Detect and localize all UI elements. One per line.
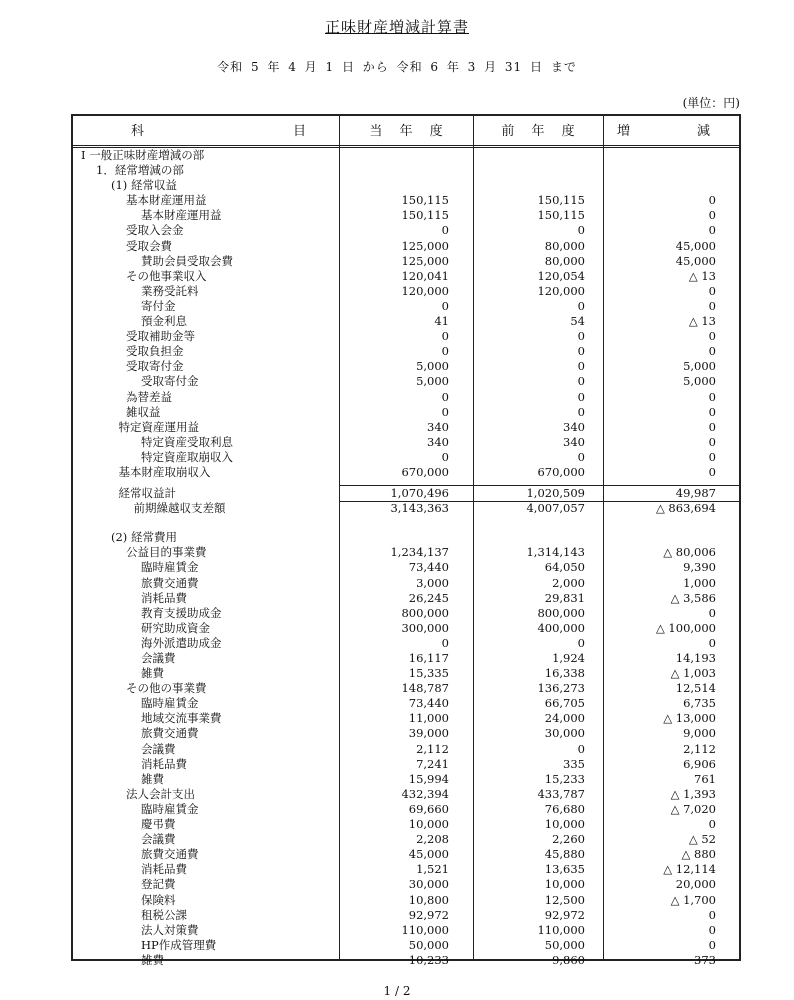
change-value: △ 13 (688, 314, 716, 329)
current-value: 125,000 (401, 238, 449, 253)
table-row (73, 651, 739, 666)
change-value: 0 (708, 389, 716, 404)
previous-value: 10,000 (544, 817, 585, 832)
row-label: 研究助成資金 (141, 620, 210, 635)
current-value: 2,112 (416, 741, 449, 756)
row-label: 業務受託料 (141, 283, 199, 298)
table-row (73, 223, 739, 238)
current-value: 45,000 (408, 847, 449, 862)
previous-value: 13,635 (544, 862, 585, 877)
change-value: 14,193 (675, 651, 716, 665)
previous-value: 80,000 (544, 253, 585, 268)
table-row (73, 847, 739, 862)
current-value: 0 (441, 404, 449, 419)
row-label: 臨時雇賃金 (141, 560, 199, 575)
change-value: 761 (694, 771, 716, 786)
row-label: 受取寄付金 (141, 374, 199, 389)
table-row (73, 435, 739, 450)
row-label: その他事業収入 (126, 268, 207, 283)
previous-value: 0 (577, 404, 585, 419)
change-value: △ 1,393 (670, 786, 716, 801)
row-label: Ⅰ 一般正味財産増減の部 (81, 148, 205, 162)
current-value: 0 (441, 635, 449, 650)
row-label: 消耗品費 (141, 862, 187, 877)
previous-value: 29,831 (544, 590, 585, 605)
row-label: 租税公課 (141, 907, 187, 922)
current-value: 15,994 (408, 771, 449, 786)
change-value: 0 (708, 937, 716, 952)
current-value: 10,000 (408, 817, 449, 832)
table-row (73, 621, 739, 636)
change-value: 0 (708, 635, 716, 650)
row-label: 会議費 (141, 651, 176, 665)
change-value: 20,000 (675, 877, 716, 892)
change-value: 373 (694, 952, 716, 967)
total-rule (339, 501, 739, 502)
table-row (73, 420, 739, 435)
change-value: 0 (708, 434, 716, 449)
table-row (73, 606, 739, 621)
row-label: 特定資産取崩収入 (141, 449, 233, 464)
table-row (73, 953, 739, 968)
row-label: 基本財産取崩収入 (118, 464, 211, 479)
change-value: 0 (708, 223, 716, 238)
table-row (73, 666, 739, 681)
row-label: 消耗品費 (141, 756, 187, 771)
row-label: 臨時雇賃金 (141, 696, 199, 711)
row-label: 寄付金 (141, 298, 176, 313)
table-row (73, 148, 739, 163)
table-row (73, 696, 739, 711)
current-value: 10,800 (408, 892, 449, 907)
row-label: 預金利息 (141, 314, 187, 329)
page-title: 正味財産増減計算書 (324, 18, 469, 36)
change-value: △ 3,586 (670, 590, 716, 605)
reporting-period: 令和 5 年 4 月 1 日 から 令和 6 年 3 月 31 日 まで (217, 60, 577, 74)
table-row (73, 208, 739, 223)
row-label: 雑費 (141, 952, 164, 967)
table-row (73, 591, 739, 606)
current-value: 3,143,363 (390, 501, 449, 516)
previous-value: 150,115 (537, 208, 585, 223)
previous-value: 400,000 (537, 620, 585, 635)
current-value: 340 (427, 434, 449, 449)
change-value: 45,000 (675, 238, 716, 253)
change-value: △ 863,694 (655, 501, 716, 516)
change-value: 0 (708, 344, 716, 359)
current-value: 300,000 (401, 620, 449, 635)
change-value: 2,112 (683, 741, 716, 756)
header-change-left: 増 (617, 124, 631, 139)
row-label: 公益目的事業費 (126, 545, 207, 560)
change-value: 0 (708, 419, 716, 434)
table-row (73, 193, 739, 208)
row-label: 受取補助金等 (126, 329, 195, 344)
table-row (73, 390, 739, 405)
row-label: HP作成管理費 (141, 937, 217, 952)
table-row (73, 923, 739, 938)
row-label: 基本財産運用益 (141, 208, 222, 223)
previous-value: 800,000 (537, 605, 585, 620)
previous-value: 0 (577, 344, 585, 359)
current-value: 5,000 (416, 359, 449, 374)
change-value: 5,000 (683, 359, 716, 374)
previous-value: 110,000 (537, 922, 585, 937)
previous-value: 335 (563, 756, 585, 771)
row-label: 為替差益 (126, 389, 172, 404)
row-label: 旅費交通費 (141, 575, 199, 590)
current-value: 15,335 (408, 666, 449, 681)
table-row (73, 501, 739, 516)
current-value: 73,440 (408, 560, 449, 575)
table-row (73, 374, 739, 389)
table-row (73, 344, 739, 359)
previous-value: 0 (577, 741, 585, 756)
table-row (73, 832, 739, 847)
change-value: △ 880 (681, 847, 716, 862)
change-value: 0 (708, 449, 716, 464)
current-value: 73,440 (408, 696, 449, 711)
table-row (73, 893, 739, 908)
row-label: 旅費交通費 (141, 847, 199, 862)
previous-value: 2,000 (552, 575, 585, 590)
change-value: △ 100,000 (655, 620, 716, 635)
row-spacer (73, 516, 739, 530)
change-value: △ 1,700 (670, 892, 716, 907)
previous-value: 0 (577, 359, 585, 374)
change-value: △ 52 (688, 832, 716, 847)
table-row (73, 772, 739, 787)
row-label: (1) 経常収益 (111, 178, 177, 193)
header-item-left: 科 (131, 124, 145, 139)
change-value: 9,000 (683, 726, 716, 741)
previous-value: 136,273 (537, 681, 585, 696)
row-label: 旅費交通費 (141, 726, 199, 741)
table-row (73, 802, 739, 817)
row-label: 会議費 (141, 832, 176, 847)
current-value: 1,521 (416, 862, 449, 877)
row-label: 基本財産運用益 (126, 193, 207, 208)
page-number: 1 / 2 (383, 984, 411, 998)
statement-rows (73, 148, 739, 968)
current-value: 30,000 (408, 877, 449, 892)
previous-value: 0 (577, 389, 585, 404)
change-value: 0 (708, 208, 716, 223)
row-label: 特定資産受取利息 (141, 434, 233, 449)
previous-value: 670,000 (537, 464, 585, 479)
total-rule (339, 485, 739, 486)
previous-value: 4,007,057 (526, 501, 585, 516)
table-row (73, 239, 739, 254)
current-value: 39,000 (408, 726, 449, 741)
current-value: 26,245 (408, 590, 449, 605)
previous-value: 64,050 (544, 560, 585, 575)
table-row (73, 450, 739, 465)
change-value: △ 1,003 (670, 666, 716, 681)
table-row (73, 284, 739, 299)
table-row (73, 359, 739, 374)
previous-value: 24,000 (544, 711, 585, 726)
row-label: 地域交流事業費 (141, 711, 222, 726)
change-value: 45,000 (675, 253, 716, 268)
current-value: 0 (441, 223, 449, 238)
row-label: 臨時雇賃金 (141, 801, 199, 816)
current-value: 340 (427, 419, 449, 434)
change-value: 5,000 (683, 374, 716, 389)
row-label: 受取寄付金 (126, 359, 184, 374)
current-value: 670,000 (401, 464, 449, 479)
row-label: 受取入会金 (126, 223, 184, 238)
change-value: 0 (708, 464, 716, 479)
row-label: 特定資産運用益 (118, 419, 199, 434)
row-label: 雑収益 (126, 404, 161, 419)
change-value: △ 12,114 (663, 862, 716, 877)
current-value: 0 (441, 449, 449, 464)
current-value: 120,041 (401, 268, 449, 283)
current-value: 7,241 (416, 756, 449, 771)
table-row (73, 681, 739, 696)
change-value: 0 (708, 298, 716, 313)
table-row (73, 254, 739, 269)
current-value: 120,000 (401, 283, 449, 298)
table-row (73, 530, 739, 545)
previous-value: 76,680 (544, 801, 585, 816)
change-value: 6,906 (683, 756, 716, 771)
row-label: 受取負担金 (126, 344, 184, 359)
current-value: 148,787 (401, 681, 449, 696)
previous-value: 433,787 (537, 786, 585, 801)
currency-unit: (単位：円) (682, 96, 740, 110)
row-label: 経常収益計 (118, 486, 176, 501)
previous-value: 1,020,509 (526, 486, 585, 501)
previous-value: 66,705 (544, 696, 585, 711)
row-label: 登記費 (141, 877, 176, 892)
row-label: 消耗品費 (141, 590, 187, 605)
current-value: 92,972 (408, 907, 449, 922)
row-label: その他の事業費 (126, 681, 207, 696)
previous-value: 0 (577, 329, 585, 344)
table-row (73, 636, 739, 651)
change-value: △ 13,000 (663, 711, 716, 726)
previous-value: 0 (577, 298, 585, 313)
change-value: 49,987 (675, 486, 716, 501)
row-label: 海外派遣助成金 (141, 635, 222, 650)
row-label: 慶弔費 (141, 817, 176, 832)
change-value: 0 (708, 922, 716, 937)
table-row (73, 757, 739, 772)
current-value: 150,115 (401, 208, 449, 223)
previous-value: 0 (577, 374, 585, 389)
table-row (73, 817, 739, 832)
change-value: △ 7,020 (670, 801, 716, 816)
statement-table (71, 114, 741, 967)
change-value: △ 80,006 (663, 545, 716, 560)
header-previous-year: 前 年 度 (501, 124, 575, 139)
previous-value: 150,115 (537, 193, 585, 208)
row-label: 雑費 (141, 771, 164, 786)
row-label: 保険料 (141, 892, 176, 907)
table-row (73, 314, 739, 329)
change-value: 0 (708, 283, 716, 298)
table-row (73, 178, 739, 193)
previous-value: 92,972 (544, 907, 585, 922)
row-label: 法人対策費 (141, 922, 199, 937)
table-row (73, 560, 739, 575)
change-value: 0 (708, 605, 716, 620)
table-row (73, 405, 739, 420)
table-row (73, 299, 739, 314)
change-value: 1,000 (683, 575, 716, 590)
previous-value: 1,314,143 (526, 545, 585, 560)
row-label: 1．経常増減の部 (96, 163, 184, 178)
row-label: 法人会計支出 (126, 786, 195, 801)
row-label: 賛助会員受取会費 (141, 253, 233, 268)
current-value: 0 (441, 344, 449, 359)
current-value: 69,660 (408, 801, 449, 816)
table-row (73, 862, 739, 877)
previous-value: 50,000 (544, 937, 585, 952)
current-value: 800,000 (401, 605, 449, 620)
change-value: 9,390 (683, 560, 716, 575)
table-row (73, 576, 739, 591)
current-value: 3,000 (416, 575, 449, 590)
previous-value: 340 (563, 419, 585, 434)
previous-value: 12,500 (544, 892, 585, 907)
current-value: 1,234,137 (390, 545, 449, 560)
previous-value: 16,338 (544, 666, 585, 681)
total-row (73, 486, 739, 501)
change-value: 0 (708, 404, 716, 419)
row-label: 受取会費 (126, 238, 172, 253)
row-label: 雑費 (141, 666, 164, 681)
current-value: 0 (441, 329, 449, 344)
current-value: 11,000 (408, 711, 449, 726)
change-value: 0 (708, 193, 716, 208)
current-value: 125,000 (401, 253, 449, 268)
table-row (73, 787, 739, 802)
change-value: 0 (708, 817, 716, 832)
header-change-right: 減 (697, 124, 711, 139)
current-value: 110,000 (401, 922, 449, 937)
row-label: 教育支援助成金 (141, 605, 222, 620)
table-row (73, 938, 739, 953)
change-value: 12,514 (675, 681, 716, 696)
current-value: 150,115 (401, 193, 449, 208)
previous-value: 0 (577, 449, 585, 464)
row-label: (2) 経常費用 (111, 530, 177, 545)
current-value: 41 (434, 314, 449, 329)
previous-value: 30,000 (544, 726, 585, 741)
current-value: 432,394 (401, 786, 449, 801)
header-item-right: 目 (293, 124, 307, 139)
current-value: 2,208 (416, 832, 449, 847)
previous-value: 0 (577, 223, 585, 238)
row-label: 前期繰越収支差額 (133, 501, 226, 516)
current-value: 50,000 (408, 937, 449, 952)
table-row (73, 269, 739, 284)
current-value: 0 (441, 389, 449, 404)
table-row (73, 742, 739, 757)
table-row (73, 545, 739, 560)
table-row (73, 465, 739, 480)
previous-value: 340 (563, 434, 585, 449)
current-value: 5,000 (416, 374, 449, 389)
previous-value: 80,000 (544, 238, 585, 253)
previous-value: 15,233 (544, 771, 585, 786)
change-value: 0 (708, 329, 716, 344)
previous-value: 120,054 (537, 268, 585, 283)
previous-value: 45,880 (544, 847, 585, 862)
current-value: 0 (441, 298, 449, 313)
table-row (73, 711, 739, 726)
table-row (73, 329, 739, 344)
previous-value: 0 (577, 635, 585, 650)
current-value: 1,070,496 (390, 486, 449, 501)
change-value: △ 13 (688, 268, 716, 283)
row-label: 会議費 (141, 741, 176, 756)
previous-value: 54 (570, 314, 585, 329)
change-value: 6,735 (683, 696, 716, 711)
header-current-year: 当 年 度 (369, 124, 443, 139)
previous-value: 1,924 (552, 651, 585, 665)
previous-value: 10,000 (544, 877, 585, 892)
change-value: 0 (708, 907, 716, 922)
table-row (73, 163, 739, 178)
table-row (73, 726, 739, 741)
previous-value: 120,000 (537, 283, 585, 298)
current-value: 10,233 (408, 952, 449, 967)
table-row (73, 908, 739, 923)
current-value: 16,117 (408, 651, 449, 665)
table-row (73, 877, 739, 892)
previous-value: 9,860 (552, 952, 585, 967)
previous-value: 2,260 (552, 832, 585, 847)
